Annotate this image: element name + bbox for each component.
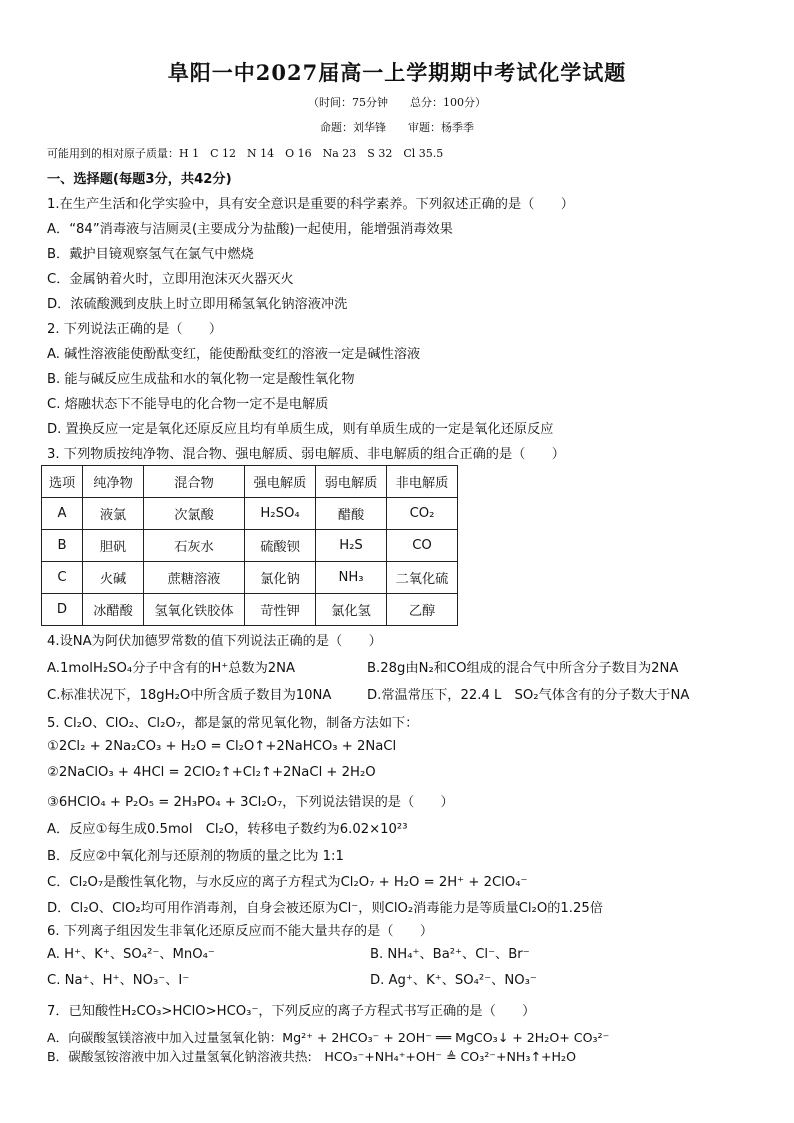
table-cell: 胆矾 <box>83 530 144 562</box>
table-cell: H₂SO₄ <box>245 498 316 530</box>
table-row <box>42 594 458 626</box>
table-row <box>42 530 458 562</box>
exam-time: （时间：75分钟 总分：100分） <box>308 96 486 109</box>
q5-option-c: C．Cl₂O₇是酸性氧化物，与水反应的离子方程式为Cl₂O₇ + H₂O = 2H⁺ + 2ClO₄⁻ <box>47 875 528 890</box>
table-header-cell: 强电解质 <box>245 466 316 498</box>
table-cell: 氢氧化铁胶体 <box>144 594 245 626</box>
q1-stem: 1.在生产生活和化学实验中，具有安全意识是重要的科学素养。下列叙述正确的是（ ） <box>47 197 574 212</box>
q4-stem: 4.设NA为阿伏加德罗常数的值下列说法正确的是（ ） <box>47 634 382 649</box>
q2-option-d: D. 置换反应一定是氧化还原反应且均有单质生成，则有单质生成的一定是氧化还原反应 <box>47 422 554 437</box>
q5-option-b: B．反应②中氧化剂与还原剂的物质的量之比为 1:1 <box>47 849 344 864</box>
table-cell: 氯化钠 <box>245 562 316 594</box>
table-header-cell: 非电解质 <box>387 466 458 498</box>
q6-option-d: D. Ag⁺、K⁺、SO₄²⁻、NO₃⁻ <box>370 973 537 988</box>
q3-table <box>41 465 458 626</box>
q4-option-c: C.标准状况下，18gH₂O中所含质子数目为10NA <box>47 688 332 703</box>
exam-authors: 命题：刘华锋 审题：杨季季 <box>320 121 474 134</box>
q4-option-a: A.1molH₂SO₄分子中含有的H⁺总数为2NA <box>47 661 296 676</box>
q5-reaction-2: ②2NaClO₃ + 4HCl = 2ClO₂↑+Cl₂↑+2NaCl + 2H₂O <box>47 765 376 780</box>
q6-stem: 6. 下列离子组因发生非氧化还原反应而不能大量共存的是（ ） <box>47 924 434 939</box>
table-header-cell: 混合物 <box>144 466 245 498</box>
table-cell: 二氧化硫 <box>387 562 458 594</box>
q2-option-a: A. 碱性溶液能使酚酞变红，能使酚酞变红的溶液一定是碱性溶液 <box>47 347 421 362</box>
table-row <box>42 562 458 594</box>
table-cell: 硫酸钡 <box>245 530 316 562</box>
table-cell: NH₃ <box>316 562 387 594</box>
table-cell: 醋酸 <box>316 498 387 530</box>
q3-stem: 3. 下列物质按纯净物、混合物、强电解质、弱电解质、非电解质的组合正确的是（ ） <box>47 447 565 462</box>
table-cell: B <box>42 530 83 562</box>
table-header-cell: 弱电解质 <box>316 466 387 498</box>
q2-stem: 2. 下列说法正确的是（ ） <box>47 322 223 337</box>
q5-option-d: D．Cl₂O、ClO₂均可用作消毒剂，自身会被还原为Cl⁻，则ClO₂消毒能力是等质量Cl₂O的1.25倍 <box>47 901 603 916</box>
q5-reaction-1: ①2Cl₂ + 2Na₂CO₃ + H₂O = Cl₂O↑+2NaHCO₃ + 2NaCl <box>47 739 397 754</box>
table-cell: 火碱 <box>83 562 144 594</box>
table-cell: 冰醋酸 <box>83 594 144 626</box>
q1-option-c: C．金属钠着火时，立即用泡沫灭火器灭火 <box>47 272 294 287</box>
table-cell: A <box>42 498 83 530</box>
exam-title: 阜阳一中2027届高一上学期期中考试化学试题 <box>167 60 627 85</box>
q6-option-c: C. Na⁺、H⁺、NO₃⁻、I⁻ <box>47 973 190 988</box>
table-cell: 液氯 <box>83 498 144 530</box>
table-header-cell: 选项 <box>42 466 83 498</box>
q1-option-b: B．戴护目镜观察氢气在氯气中燃烧 <box>47 247 254 262</box>
table-cell: 乙醇 <box>387 594 458 626</box>
q2-option-b: B. 能与碱反应生成盐和水的氧化物一定是酸性氧化物 <box>47 372 355 387</box>
table-cell: D <box>42 594 83 626</box>
q2-option-c: C. 熔融状态下不能导电的化合物一定不是电解质 <box>47 397 329 412</box>
q4-option-d: D.常温常压下，22.4 L SO₂气体含有的分子数大于NA <box>367 688 690 703</box>
q1-option-a: A．“84”消毒液与洁厕灵(主要成分为盐酸)一起使用，能增强消毒效果 <box>47 222 453 237</box>
section-heading: 一、选择题(每题3分，共42分) <box>47 172 232 187</box>
q5-stem: 5. Cl₂O、ClO₂、Cl₂O₇，都是氯的常见氧化物，制备方法如下： <box>47 716 419 731</box>
table-row <box>42 498 458 530</box>
table-cell: 氯化氢 <box>316 594 387 626</box>
table-cell: C <box>42 562 83 594</box>
q4-option-b: B.28g由N₂和CO组成的混合气中所含分子数目为2NA <box>367 661 679 676</box>
table-header-row <box>42 466 458 498</box>
table-cell: 次氯酸 <box>144 498 245 530</box>
table-cell: H₂S <box>316 530 387 562</box>
table-cell: 苛性钾 <box>245 594 316 626</box>
q1-option-d: D．浓硫酸溅到皮肤上时立即用稀氢氧化钠溶液冲洗 <box>47 297 348 312</box>
q6-option-b: B. NH₄⁺、Ba²⁺、Cl⁻、Br⁻ <box>370 947 530 962</box>
q5-reaction-3: ③6HClO₄ + P₂O₅ = 2H₃PO₄ + 3Cl₂O₇，下列说法错误的是（ ） <box>47 795 454 810</box>
table-cell: CO <box>387 530 458 562</box>
table-cell: 蔗糖溶液 <box>144 562 245 594</box>
q5-option-a: A．反应①每生成0.5mol Cl₂O，转移电子数约为6.02×10²³ <box>47 822 408 837</box>
atomic-masses: 可能用到的相对原子质量：H 1 C 12 N 14 O 16 Na 23 S 32 Cl 35.5 <box>47 147 444 160</box>
q7-option-b: B．碳酸氢铵溶液中加入过量氢氧化钠溶液共热: HCO₃⁻+NH₄⁺+OH⁻ ≜ CO₃²⁻+NH₃↑+H₂O <box>47 1049 576 1064</box>
q7-option-a: A．向碳酸氢镁溶液中加入过量氢氧化钠：Mg²⁺ + 2HCO₃⁻ + 2OH⁻ ══ MgCO₃↓ + 2H₂O+ CO₃²⁻ <box>47 1030 610 1045</box>
q6-option-a: A. H⁺、K⁺、SO₄²⁻、MnO₄⁻ <box>47 947 215 962</box>
table-cell: 石灰水 <box>144 530 245 562</box>
q7-stem: 7．已知酸性H₂CO₃>HClO>HCO₃⁻，下列反应的离子方程式书写正确的是（ ） <box>47 1004 536 1019</box>
table-cell: CO₂ <box>387 498 458 530</box>
table-header-cell: 纯净物 <box>83 466 144 498</box>
